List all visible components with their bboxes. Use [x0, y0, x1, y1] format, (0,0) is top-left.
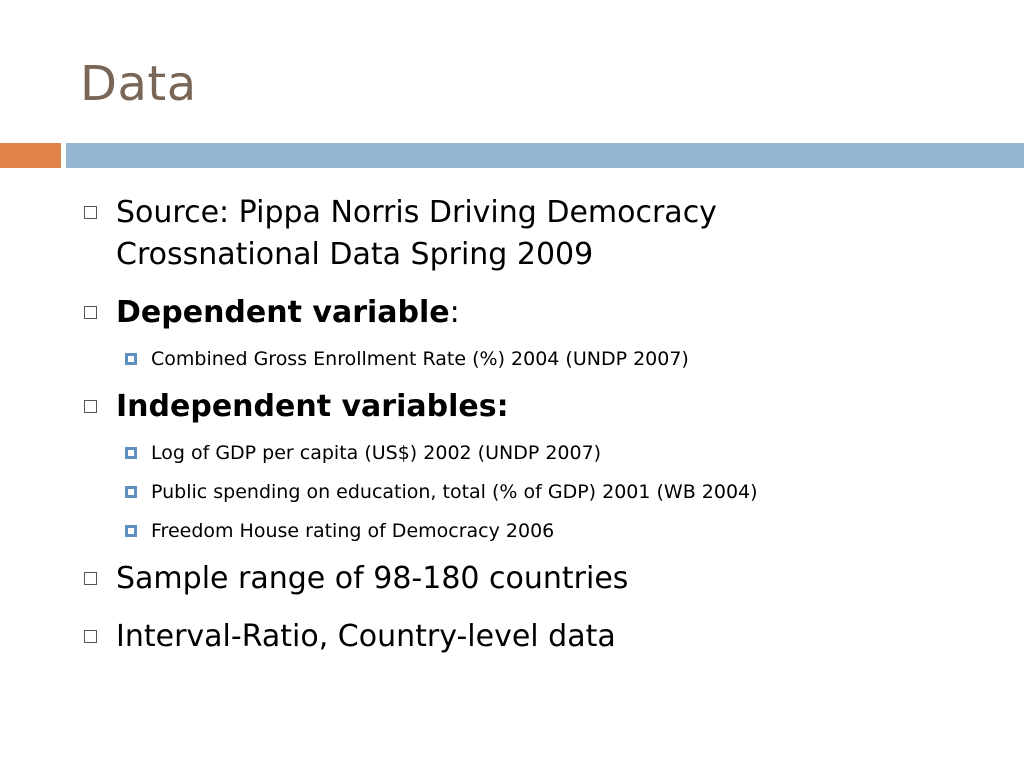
bullet-sample-text: Sample range of 98-180 countries [116, 561, 629, 596]
square-bullet-icon [84, 206, 97, 219]
bullet-independent [80, 386, 1000, 428]
sub-bullet-text: Freedom House rating of Democracy 2006 [151, 520, 555, 542]
filled-square-bullet-icon [125, 353, 137, 365]
accent-bar-blue [66, 143, 1024, 168]
slide-title: Data [80, 56, 197, 112]
accent-bar-orange [0, 143, 61, 168]
sub-bullet-item [80, 518, 1000, 544]
bullet-dependent [80, 292, 1000, 334]
bullet-source [80, 192, 1000, 276]
bullet-level-text: Interval-Ratio, Country-level data [116, 619, 616, 654]
square-bullet-icon [84, 306, 97, 319]
bullet-dependent-label: Dependent variable [116, 295, 450, 330]
bullet-sample [80, 558, 1000, 600]
independent-sub-list [80, 440, 1000, 544]
sub-bullet-text: Combined Gross Enrollment Rate (%) 2004 (UNDP 2007) [151, 348, 689, 370]
filled-square-bullet-icon [125, 447, 137, 459]
bullet-dependent-colon: : [449, 295, 460, 330]
slide-content [80, 192, 1000, 674]
square-bullet-icon [84, 630, 97, 643]
dependent-sub-list [80, 346, 1000, 372]
bullet-source-line1: Source: Pippa Norris Driving Democracy [116, 195, 717, 230]
bullet-independent-label: Independent variables: [116, 389, 509, 424]
sub-bullet-text: Log of GDP per capita (US$) 2002 (UNDP 2007) [151, 442, 602, 464]
square-bullet-icon [84, 400, 97, 413]
filled-square-bullet-icon [125, 486, 137, 498]
sub-bullet-item [80, 346, 1000, 372]
square-bullet-icon [84, 572, 97, 585]
bullet-level [80, 616, 1000, 658]
sub-bullet-item [80, 479, 1000, 505]
bullet-source-line2: Crossnational Data Spring 2009 [116, 237, 594, 272]
sub-bullet-text: Public spending on education, total (% of GDP) 2001 (WB 2004) [151, 481, 758, 503]
filled-square-bullet-icon [125, 525, 137, 537]
sub-bullet-item [80, 440, 1000, 466]
